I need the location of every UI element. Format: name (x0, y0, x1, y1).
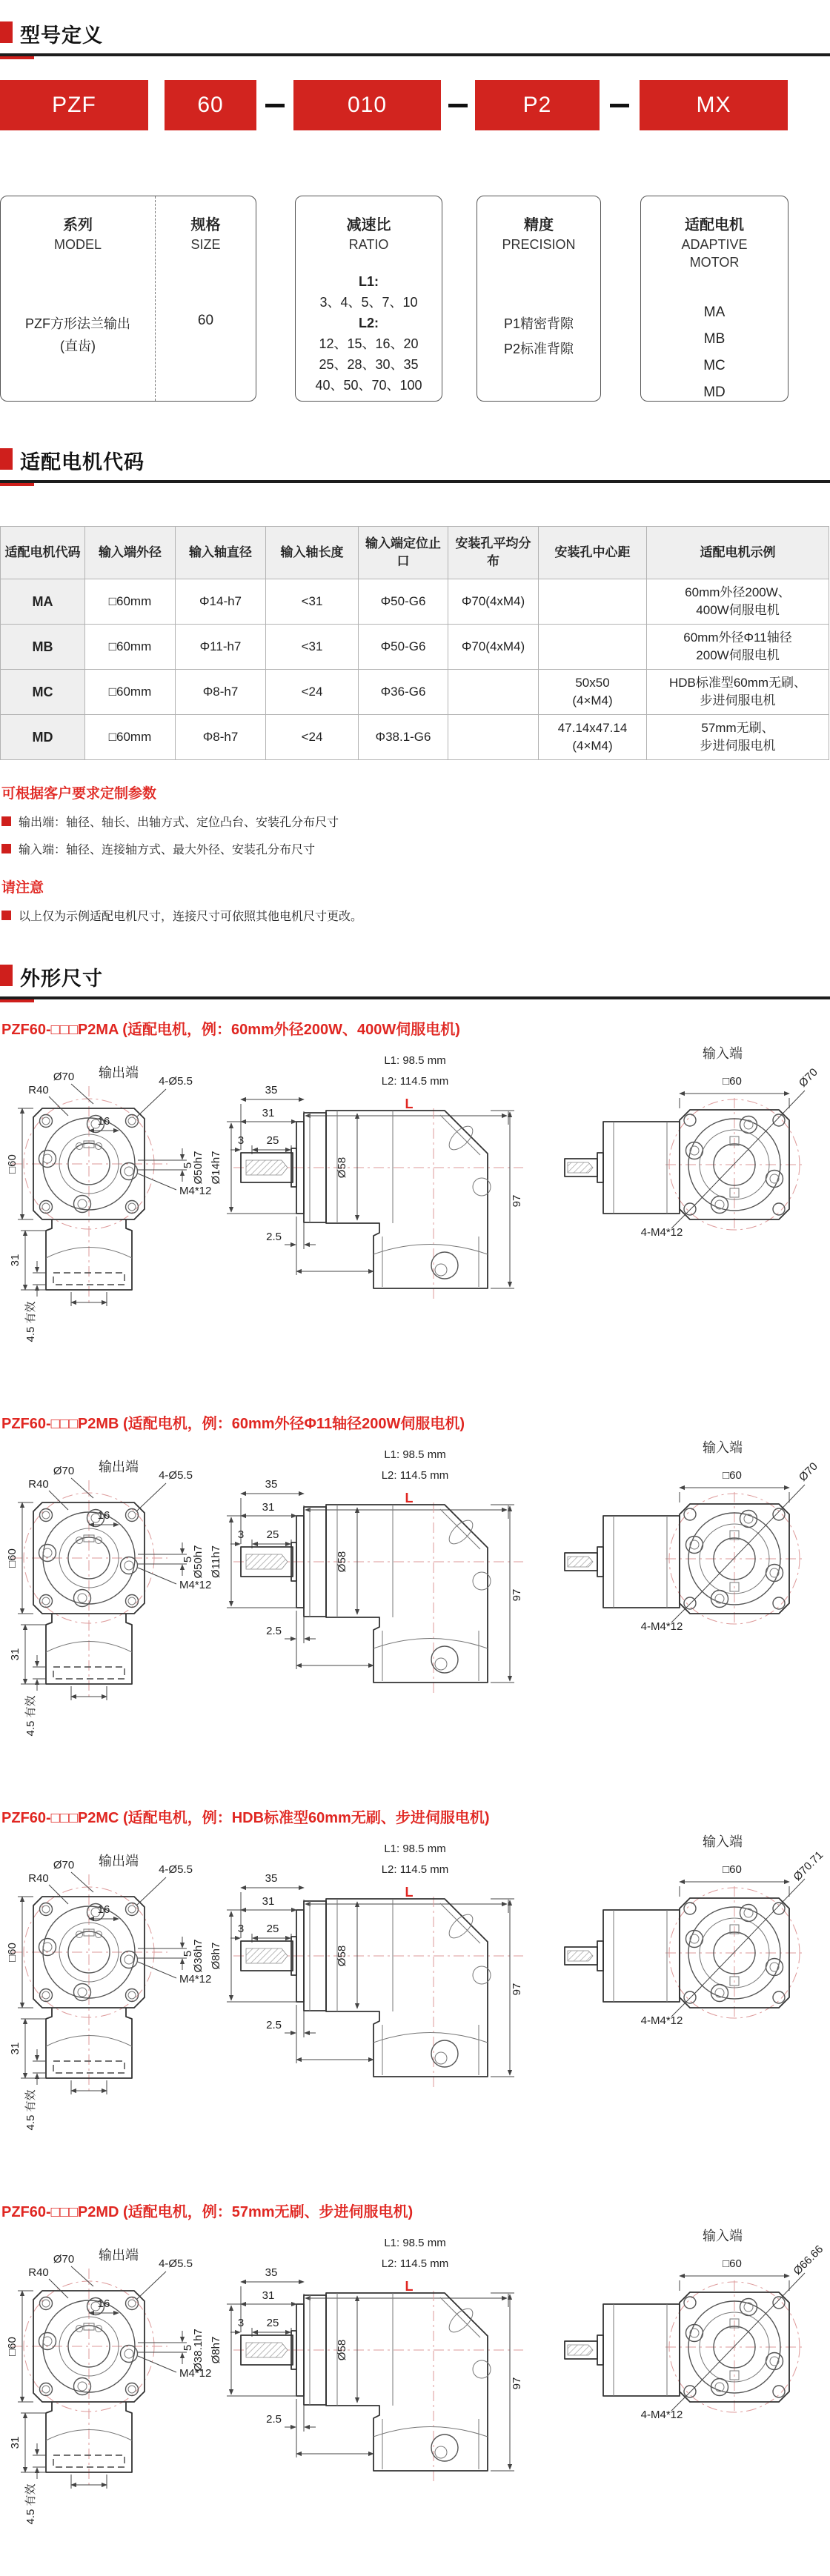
card-ratio (295, 196, 442, 402)
eff-depth-label: 4.5 有效 (24, 1695, 37, 1737)
shaft-dia-cell: Φ11-h7 (176, 625, 266, 670)
drawing-title: PZF60-□□□P2MC (适配电机，例：HDB标准型60mm无刷、步进伺服电机) (1, 1810, 490, 1826)
input-end-label: 输入端 (703, 1440, 743, 1455)
col-header: 适配电机示例 (647, 527, 829, 579)
input-sq60-label: □60 (723, 2257, 742, 2270)
col-header: 输入轴长度 (266, 527, 359, 579)
section-title: 外形尺寸 (20, 968, 103, 990)
body-dia-label: Ø58 (336, 2339, 348, 2361)
l2-length-label: L2: 114.5 mm (381, 1863, 449, 1876)
card-title-cn: 规格 (190, 217, 221, 233)
note-item (1, 813, 830, 830)
r40-label: R40 (28, 1084, 49, 1096)
r40-label: R40 (28, 1478, 49, 1491)
l1-length-label: L1: 98.5 mm (384, 1843, 446, 1855)
holes-dist-cell (539, 625, 647, 670)
card-title-en: MOTOR (689, 255, 740, 270)
outer-dia-cell: □60mm (85, 715, 176, 760)
dimension-drawings (0, 1017, 830, 2576)
dim35-label: 35 (265, 1872, 278, 1885)
dim16-label: 16 (97, 2297, 110, 2310)
input-sq60-label: □60 (723, 1863, 742, 1876)
col-header: 安装孔中心距 (539, 527, 647, 579)
notice-title: 请注意 (1, 880, 44, 896)
dim3-label: 3 (237, 1528, 245, 1541)
red-square-bullet-icon (0, 21, 13, 43)
dim3-label: 3 (237, 2317, 245, 2329)
dim97-label: 97 (511, 2377, 523, 2390)
input-dia-label: Ø70 (796, 1460, 820, 1484)
motor-code-cell: MD (1, 715, 85, 760)
example-cell: 60mm外径Φ11轴径 200W伺服电机 (647, 625, 829, 670)
card-size (155, 196, 256, 401)
eff-depth-label: 4.5 有效 (24, 1301, 37, 1342)
motor-option: MB (703, 331, 726, 347)
motor-option: MA (703, 304, 726, 320)
input-dia-label: Ø66.66 (791, 2243, 826, 2278)
dim3-label: 3 (237, 1134, 245, 1147)
dimension-drawing (0, 2224, 830, 2576)
dim35-label: 35 (265, 1084, 278, 1096)
section-header-motor-codes (0, 446, 830, 483)
dim97-label: 97 (511, 1983, 523, 1996)
dia70-label: Ø70 (53, 1465, 75, 1477)
dim5-label: 5 (182, 1162, 194, 1169)
shaft-len-cell: <31 (266, 579, 359, 625)
dim2-5-label: 2.5 (266, 2019, 282, 2031)
red-square-bullet-icon (0, 448, 13, 470)
col-header: 输入端定位止口 (359, 527, 448, 579)
input-end-view (565, 1834, 826, 2027)
side-view (192, 1054, 523, 1301)
size-value: 60 (197, 313, 214, 328)
input-dia-label: Ø70.71 (791, 1848, 826, 1884)
outer-dia-cell: □60mm (85, 625, 176, 670)
holes-dist-cell: 50x50 (4×M4) (539, 670, 647, 715)
output-end-label: 输出端 (99, 1854, 139, 1868)
motor-code-cell: MC (1, 670, 85, 715)
col-header: 输入端外径 (85, 527, 176, 579)
sq60-label: □60 (6, 1548, 19, 1568)
output-end-view (6, 1065, 211, 1342)
l-dim-label: L (405, 1096, 414, 1111)
motor-code-table (0, 526, 829, 760)
motor-code-cell: MA (1, 579, 85, 625)
spigot-cell: Φ50-G6 (359, 625, 448, 670)
input-housing (603, 1516, 680, 1608)
table-row (1, 670, 829, 715)
dia70-label: Ø70 (53, 2253, 75, 2266)
holes-avg-cell: Φ70(4xM4) (448, 579, 539, 625)
l-dim-label: L (405, 2279, 414, 2294)
input-end-label: 输入端 (703, 1834, 743, 1849)
gearbox-body-outline (326, 1111, 488, 1288)
side-view (192, 1843, 523, 2089)
card-title-en: SIZE (190, 237, 221, 252)
red-square-bullet-icon (0, 965, 13, 986)
eff-depth-label: 4.5 有效 (24, 2089, 37, 2131)
code-box-ratio: 010 (293, 80, 441, 130)
dim35-label: 35 (265, 1478, 278, 1491)
card-precision (477, 196, 601, 402)
motor-option: MD (703, 385, 726, 400)
col-header: 安装孔平均分布 (448, 527, 539, 579)
drawing-title: PZF60-□□□P2MB (适配电机，例：60mm外径Φ11轴径200W伺服电机) (1, 1416, 465, 1432)
holes-avg-cell (448, 715, 539, 760)
example-cell: 57mm无刷、 步进伺服电机 (647, 715, 829, 760)
card-title-cn: 系列 (63, 217, 93, 233)
section-title: 型号定义 (20, 24, 103, 47)
sq60-label: □60 (6, 1154, 19, 1174)
code-box-precision: P2 (475, 80, 600, 130)
card-title-en: PRECISION (502, 237, 576, 252)
card-title-cn: 精度 (524, 217, 554, 233)
dim97-label: 97 (511, 1588, 523, 1602)
l-dim-label: L (405, 1491, 414, 1505)
sq60-label: □60 (6, 2337, 19, 2356)
spigot-cell: Φ50-G6 (359, 579, 448, 625)
outer-dia-cell: □60mm (85, 579, 176, 625)
input-housing (603, 1910, 680, 2002)
output-end-view (6, 1854, 211, 2131)
dia70-label: Ø70 (53, 1071, 75, 1083)
m4-label: M4*12 (179, 2367, 212, 2380)
dash-connector (448, 104, 468, 107)
m4-label: M4*12 (179, 1185, 212, 1197)
code-box-series: PZF (0, 80, 148, 130)
input-sq60-label: □60 (723, 1469, 742, 1482)
output-end-view (6, 1460, 211, 1737)
spigot-cell: Φ38.1-G6 (359, 715, 448, 760)
ratio-l1-values: 3、4、5、7、10 (319, 295, 418, 310)
output-end-label: 输出端 (99, 2248, 139, 2263)
drawing-section (0, 2200, 830, 2576)
l2-length-label: L2: 114.5 mm (381, 2257, 449, 2270)
side-view (192, 2237, 523, 2483)
dim2-5-label: 2.5 (266, 2413, 282, 2426)
dim31-lower-label: 31 (9, 2042, 21, 2055)
r40-label: R40 (28, 1872, 49, 1885)
section-header-dimensions (0, 962, 830, 999)
dim97-label: 97 (511, 1194, 523, 1208)
red-square-bullet-icon (1, 911, 11, 920)
dash-connector (610, 104, 629, 107)
l2-length-label: L2: 114.5 mm (381, 1075, 449, 1088)
dim31-label: 31 (262, 1107, 275, 1119)
ratio-l2-values: 12、15、16、20 (319, 336, 419, 351)
body-dia-label: Ø58 (336, 1156, 348, 1179)
shaft-dia-cell: Φ14-h7 (176, 579, 266, 625)
section-title: 适配电机代码 (20, 451, 145, 473)
red-underline (0, 56, 34, 59)
shaft-len-cell: <24 (266, 670, 359, 715)
code-box-size: 60 (165, 80, 256, 130)
output-end-label: 输出端 (99, 1460, 139, 1474)
shaft-dia-label: Ø8h7 (210, 1942, 222, 1970)
l1-length-label: L1: 98.5 mm (384, 2237, 446, 2249)
motor-code-cell: MB (1, 625, 85, 670)
card-series-size (0, 196, 256, 402)
input-m4-label: 4-M4*12 (640, 1226, 683, 1239)
drawing-section (0, 1017, 830, 1394)
dim16-label: 16 (97, 1509, 110, 1522)
card-title-en: ADAPTIVE (681, 237, 748, 252)
series-line2: (直齿) (60, 339, 96, 353)
ratio-l2-values: 40、50、70、100 (315, 378, 422, 393)
note-text: 输出端：轴径、轴长、出轴方式、定位凸台、安装孔分布尺寸 (19, 816, 339, 829)
spigot-dia-label: Ø50h7 (192, 1151, 205, 1185)
dim31-label: 31 (262, 2289, 275, 2302)
input-end-view (565, 2229, 826, 2421)
dim31-lower-label: 31 (9, 1648, 21, 1661)
drawing-section (0, 1805, 830, 2182)
card-series (1, 196, 155, 401)
l2-length-label: L2: 114.5 mm (381, 1469, 449, 1482)
dim16-label: 16 (97, 1115, 110, 1128)
l1-length-label: L1: 98.5 mm (384, 1054, 446, 1067)
input-dia-label: Ø70 (796, 1065, 820, 1090)
shaft-dia-label: Ø14h7 (210, 1151, 222, 1185)
l-dim-label: L (405, 1885, 414, 1900)
body-dia-label: Ø58 (336, 1945, 348, 1967)
dimension-drawing (0, 1042, 830, 1394)
input-m4-label: 4-M4*12 (640, 1620, 683, 1633)
card-title-en: MODEL (53, 237, 102, 252)
side-view (192, 1448, 523, 1695)
card-title-cn: 适配电机 (685, 217, 744, 233)
card-adaptive-motor (640, 196, 788, 402)
corner-holes-label: 4-Ø5.5 (159, 2257, 193, 2270)
dim5-label: 5 (182, 2344, 194, 2352)
dim5-label: 5 (182, 1556, 194, 1563)
dim2-5-label: 2.5 (266, 1625, 282, 1637)
section-header-model-definition (0, 19, 830, 56)
dim3-label: 3 (237, 1923, 245, 1935)
red-underline (0, 483, 34, 486)
dim31-label: 31 (262, 1895, 275, 1908)
m4-label: M4*12 (179, 1973, 212, 1986)
red-underline (0, 999, 34, 1002)
dim31-lower-label: 31 (9, 2436, 21, 2449)
outer-dia-cell: □60mm (85, 670, 176, 715)
table-header-row (1, 527, 829, 579)
spigot-dia-label: Ø38.1h7 (192, 2329, 205, 2372)
catalog-page (0, 19, 830, 2576)
shaft-len-cell: <24 (266, 715, 359, 760)
drawing-title: PZF60-□□□P2MD (适配电机，例：57mm无刷、步进伺服电机) (1, 2204, 414, 2220)
m4-label: M4*12 (179, 1579, 212, 1591)
gearbox-body-outline (326, 2293, 488, 2471)
code-box-motor: MX (640, 80, 788, 130)
ratio-l2-values: 25、28、30、35 (319, 357, 419, 372)
eff-depth-label: 4.5 有效 (24, 2483, 37, 2525)
col-header: 输入轴直径 (176, 527, 266, 579)
l1-length-label: L1: 98.5 mm (384, 1448, 446, 1461)
precision-p1: P1精密背隙 (503, 316, 574, 331)
example-cell: 60mm外径200W、 400W伺服电机 (647, 579, 829, 625)
drawing-section (0, 1411, 830, 1788)
custom-params-title: 可根据客户要求定制参数 (1, 786, 157, 802)
spigot-cell: Φ36-G6 (359, 670, 448, 715)
motor-option: MC (703, 358, 726, 373)
note-item (1, 840, 830, 857)
example-cell: HDB标准型60mm无刷、 步进伺服电机 (647, 670, 829, 715)
definition-cards (0, 196, 830, 402)
ratio-l1-label: L1: (359, 274, 379, 289)
table-row (1, 579, 829, 625)
input-end-label: 输入端 (703, 2229, 743, 2243)
dim25-label: 25 (266, 1134, 279, 1147)
input-housing (603, 2304, 680, 2396)
dim25-label: 25 (266, 2317, 279, 2329)
dim25-label: 25 (266, 1923, 279, 1935)
precision-p2: P2标准背隙 (503, 342, 574, 356)
dim5-label: 5 (182, 1950, 194, 1957)
shaft-dia-cell: Φ8-h7 (176, 670, 266, 715)
corner-holes-label: 4-Ø5.5 (159, 1863, 193, 1876)
dim2-5-label: 2.5 (266, 1231, 282, 1243)
input-end-view (565, 1440, 820, 1633)
shaft-len-cell: <31 (266, 625, 359, 670)
holes-dist-cell: 47.14x47.14 (4×M4) (539, 715, 647, 760)
r40-label: R40 (28, 2266, 49, 2279)
card-title-cn: 减速比 (346, 217, 391, 233)
input-sq60-label: □60 (723, 1075, 742, 1088)
gearbox-body-outline (326, 1899, 488, 2077)
col-header: 适配电机代码 (1, 527, 85, 579)
output-end-view (6, 2248, 211, 2525)
dim31-lower-label: 31 (9, 1254, 21, 1267)
spigot-dia-label: Ø50h7 (192, 1545, 205, 1579)
note-text: 输入端：轴径、连接轴方式、最大外径、安装孔分布尺寸 (19, 844, 316, 856)
input-end-view (565, 1046, 820, 1239)
note-item (1, 907, 830, 924)
red-square-bullet-icon (1, 844, 11, 853)
shaft-dia-cell: Φ8-h7 (176, 715, 266, 760)
gearbox-body-outline (326, 1505, 488, 1683)
input-m4-label: 4-M4*12 (640, 2014, 683, 2027)
table-row (1, 625, 829, 670)
dash-connector (265, 104, 285, 107)
shaft-dia-label: Ø8h7 (210, 2336, 222, 2364)
dim31-label: 31 (262, 1501, 275, 1514)
dimension-drawing (0, 1830, 830, 2182)
note-text: 以上仅为示例适配电机尺寸，连接尺寸可依照其他电机尺寸更改。 (19, 911, 363, 923)
body-dia-label: Ø58 (336, 1551, 348, 1573)
corner-holes-label: 4-Ø5.5 (159, 1075, 193, 1088)
red-square-bullet-icon (1, 816, 11, 826)
dim16-label: 16 (97, 1903, 110, 1916)
drawing-title: PZF60-□□□P2MA (适配电机，例：60mm外径200W、400W伺服电机) (1, 1022, 460, 1038)
series-line1: PZF方形法兰输出 (25, 316, 130, 331)
dimension-drawing (0, 1436, 830, 1788)
model-code-boxes (0, 80, 830, 130)
output-end-label: 输出端 (99, 1065, 139, 1080)
card-title-en: RATIO (348, 237, 389, 252)
holes-dist-cell (539, 579, 647, 625)
dim25-label: 25 (266, 1528, 279, 1541)
shaft-dia-label: Ø11h7 (210, 1545, 222, 1578)
ratio-l2-label: L2: (359, 316, 379, 330)
input-m4-label: 4-M4*12 (640, 2409, 683, 2421)
table-row (1, 715, 829, 760)
holes-avg-cell (448, 670, 539, 715)
spigot-dia-label: Ø36h7 (192, 1939, 205, 1973)
dim35-label: 35 (265, 2266, 278, 2279)
input-end-label: 输入端 (703, 1046, 743, 1061)
sq60-label: □60 (6, 1943, 19, 1962)
holes-avg-cell: Φ70(4xM4) (448, 625, 539, 670)
dia70-label: Ø70 (53, 1859, 75, 1871)
input-housing (603, 1122, 680, 1214)
corner-holes-label: 4-Ø5.5 (159, 1469, 193, 1482)
